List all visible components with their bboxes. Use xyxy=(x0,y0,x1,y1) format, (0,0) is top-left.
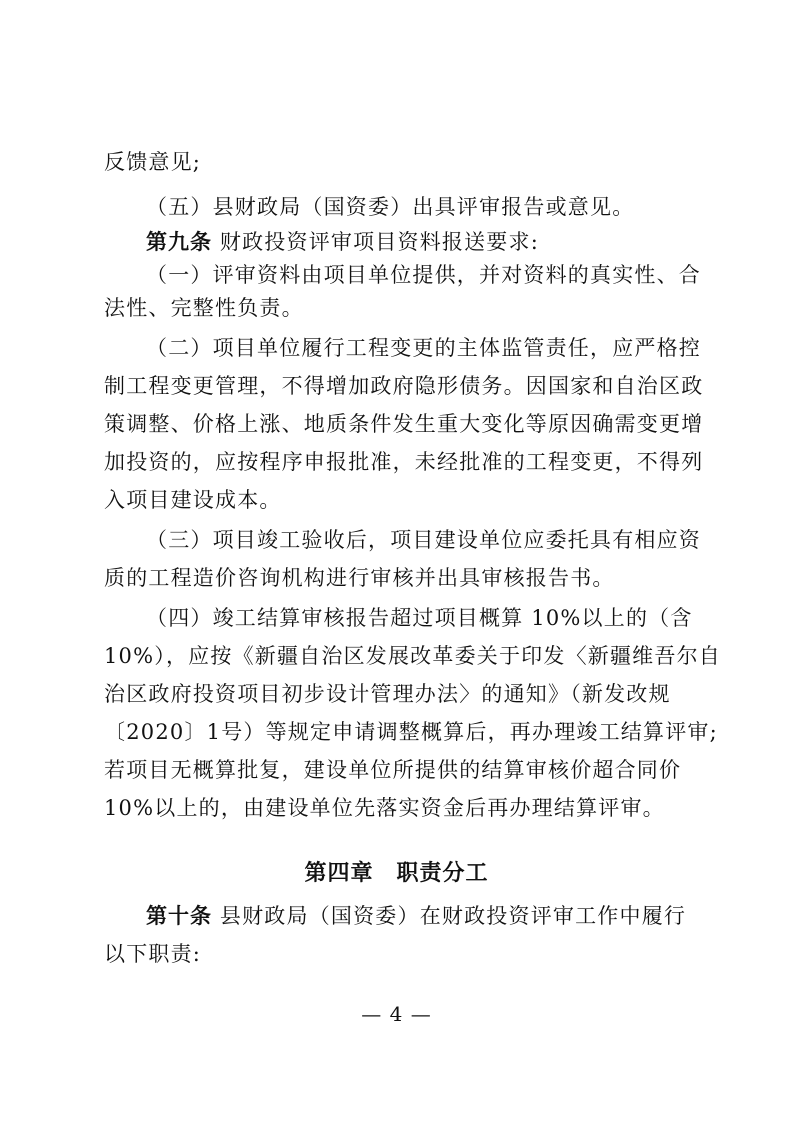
text-line xyxy=(104,564,694,592)
text-line-content: 入项目建设成本。 xyxy=(104,488,282,512)
chapter-title: 第四章 职责分工 xyxy=(304,861,489,886)
text-line xyxy=(146,334,701,362)
text-line-content: 反馈意见; xyxy=(104,150,202,174)
text-line-content: （一）评审资料由项目单位提供，并对资料的真实性、合 xyxy=(146,263,701,287)
text-line xyxy=(146,261,701,289)
text-line-content: 加投资的，应按程序申报批准，未经批准的工程变更，不得列 xyxy=(104,450,704,474)
article-label: 第九条 xyxy=(146,230,212,254)
text-line-content: （三）项目竣工验收后，项目建设单位应委托具有相应资 xyxy=(146,528,701,552)
text-line-content: 以下职责: xyxy=(104,942,202,966)
text-line xyxy=(104,940,694,968)
text-line-content: （二）项目单位履行工程变更的主体监管责任，应严格控 xyxy=(146,336,701,360)
text-line xyxy=(104,718,718,746)
article-9-heading xyxy=(146,228,694,256)
text-line xyxy=(104,642,721,670)
text-line-content: 10%以上的，由建设单位先落实资金后再办理结算评审。 xyxy=(104,796,665,820)
text-line-content: 策调整、价格上涨、地质条件发生重大变化等原因确需变更增 xyxy=(104,412,704,436)
text-line xyxy=(104,294,694,322)
text-line xyxy=(104,410,704,438)
article-text: 县财政局（国资委）在财政投资评审工作中履行 xyxy=(219,904,687,928)
text-line xyxy=(104,148,694,176)
text-line-content: （五）县财政局（国资委）出具评审报告或意见。 xyxy=(146,195,635,219)
article-title: 财政投资评审项目资料报送要求: xyxy=(219,230,539,254)
text-line xyxy=(104,756,694,784)
text-line xyxy=(104,680,694,708)
text-line-content: 若项目无概算批复，建设单位所提供的结算审核价超合同价 xyxy=(104,758,682,782)
article-10-heading xyxy=(146,902,694,930)
text-line-content: 10%），应按《新疆自治区发展改革委关于印发〈新疆维吾尔自 xyxy=(104,644,721,668)
text-line xyxy=(104,448,704,476)
text-line-content: 质的工程造价咨询机构进行审核并出具审核报告书。 xyxy=(104,566,615,590)
text-line-content: 制工程变更管理，不得增加政府隐形债务。因国家和自治区政 xyxy=(104,374,704,398)
text-line-content: 〔2020〕1号）等规定申请调整概算后，再办理竣工结算评审; xyxy=(104,720,718,744)
text-line-content: （四）竣工结算审核报告超过项目概算 10%以上的（含 xyxy=(146,606,693,630)
text-line xyxy=(104,372,704,400)
text-line-content: 治区政府投资项目初步设计管理办法〉的通知》（新发改规 xyxy=(104,682,671,706)
text-line xyxy=(104,794,694,822)
text-line-content: 法性、完整性负责。 xyxy=(104,296,304,320)
text-line xyxy=(104,486,694,514)
page-number: — 4 — xyxy=(361,1002,432,1026)
article-label: 第十条 xyxy=(146,904,212,928)
text-line xyxy=(146,604,694,632)
text-line xyxy=(146,193,694,221)
text-line xyxy=(146,526,701,554)
